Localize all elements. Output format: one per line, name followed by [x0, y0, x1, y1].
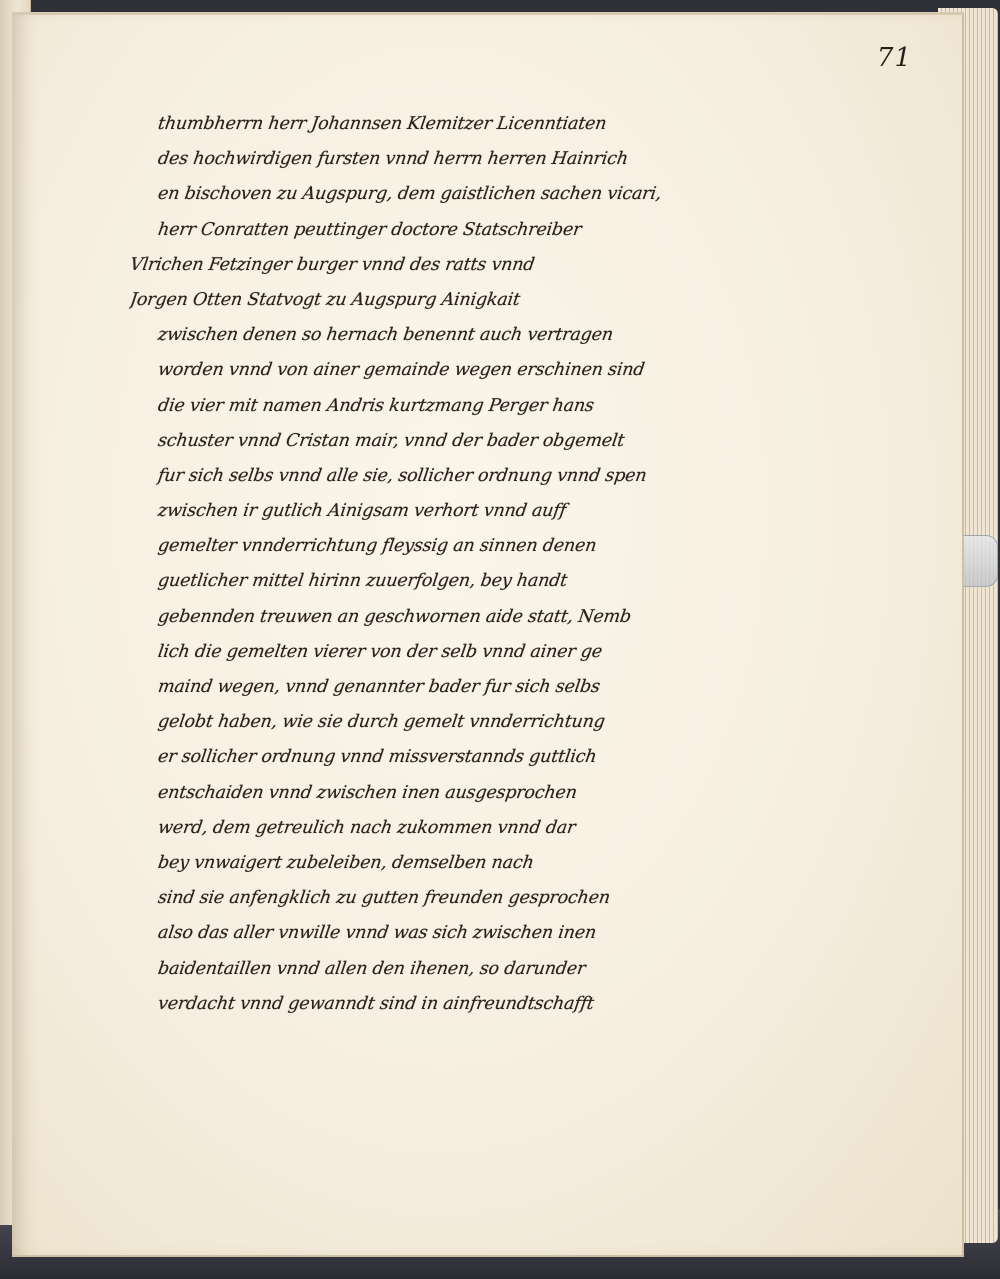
manuscript-line: verdacht vnnd gewanndt sind in ainfreundtschafft: [156, 993, 596, 1014]
manuscript-line: lich die gemelten vierer von der selb vnnd ainer ge: [156, 641, 604, 662]
manuscript-line: guetlicher mittel hirinn zuuerfolgen, bey handt: [156, 571, 569, 592]
manuscript-line: baidentaillen vnnd allen den ihenen, so darunder: [156, 958, 587, 979]
manuscript-line: die vier mit namen Andris kurtzmang Perger hans: [156, 395, 596, 416]
manuscript-line: werd, dem getreulich nach zukommen vnnd dar: [156, 817, 577, 838]
manuscript-line: maind wegen, vnnd genannter bader fur sich selbs: [156, 677, 602, 697]
manuscript-line: entschaiden vnnd zwischen inen ausgesprochen: [156, 782, 579, 803]
manuscript-line: gebennden treuwen an geschwornen aide statt, Nemb: [156, 606, 633, 627]
folio-number: 71: [876, 43, 912, 73]
manuscript-line: sind sie anfengklich zu gutten freunden gesprochen: [156, 888, 612, 909]
handwritten-text-block: [130, 107, 850, 1022]
manuscript-line: Jorgen Otten Statvogt zu Augspurg Ainigkait: [128, 289, 522, 310]
manuscript-line: er sollicher ordnung vnnd missverstannds guttlich: [156, 747, 598, 768]
manuscript-line: bey vnwaigert zubeleiben, demselben nach: [156, 852, 536, 873]
manuscript-line: worden vnnd von ainer gemainde wegen erschinen sind: [156, 360, 646, 381]
manuscript-line: gelobt haben, wie sie durch gemelt vnnderrichtung: [156, 712, 607, 733]
manuscript-line: zwischen ir gutlich Ainigsam verhort vnnd auff: [156, 501, 568, 522]
manuscript-line: schuster vnnd Cristan mair, vnnd der bader obgemelt: [156, 430, 626, 451]
manuscript-line: Vlrichen Fetzinger burger vnnd des ratts vnnd: [128, 254, 536, 275]
manuscript-line: herr Conratten peuttinger doctore Statschreiber: [156, 219, 583, 240]
manuscript-page: [12, 12, 964, 1257]
manuscript-line: thumbherrn herr Johannsen Klemitzer Licenntiaten: [156, 114, 608, 134]
manuscript-line: des hochwirdigen fursten vnnd herrn herren Hainrich: [156, 149, 630, 170]
manuscript-line: zwischen denen so hernach benennt auch vertragen: [156, 325, 615, 346]
manuscript-line: fur sich selbs vnnd alle sie, sollicher ordnung vnnd spen: [156, 465, 648, 486]
manuscript-line: gemelter vnnderrichtung fleyssig an sinnen denen: [156, 536, 598, 557]
manuscript-line: en bischoven zu Augspurg, dem gaistlichen sachen vicari,: [156, 184, 663, 205]
manuscript-line: also das aller vnwille vnnd was sich zwischen inen: [156, 923, 598, 944]
